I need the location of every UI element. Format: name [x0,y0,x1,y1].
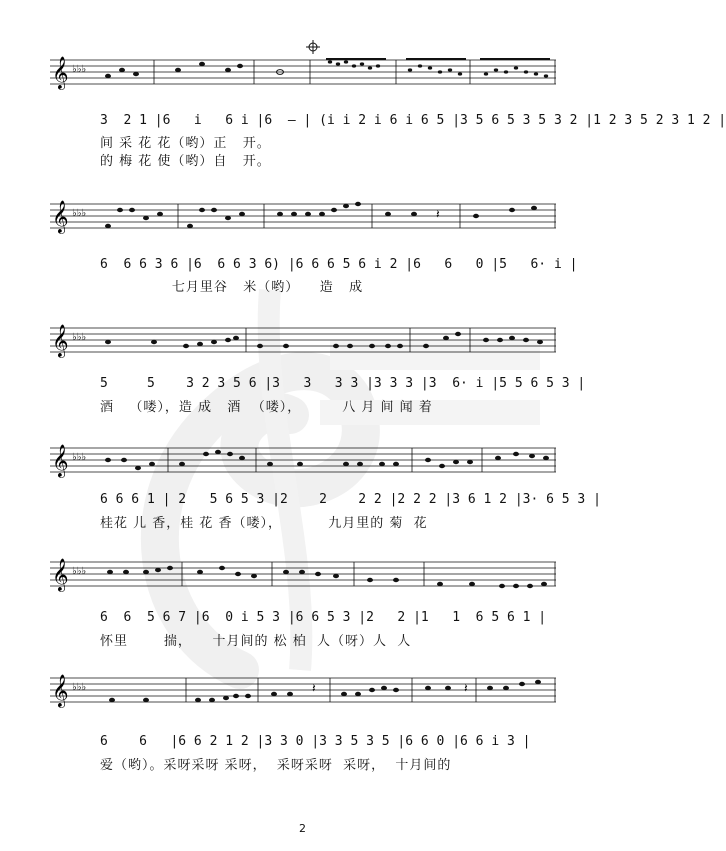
jianpu-line-3: 5 5 3 2 3 5 6 |3 3 3 3 |3 3 3 |3 6· i |5 5 6 5 3 | [100,376,586,391]
staff-6 [50,670,556,710]
svg-text:♭♭♭: ♭♭♭ [72,208,87,219]
page-number: 2 [299,822,306,835]
svg-text:𝄞: 𝄞 [52,324,69,357]
staff-3 [50,320,556,360]
lyric-line-4: 桂花 儿 香，桂 花 香（喽）， 九月里的 菊 花 [100,516,428,531]
svg-text:𝄞: 𝄞 [52,674,69,707]
jianpu-line-6: 6 6 |6 6 2 1 2 |3 3 0 |3 3 5 3 5 |6 6 0 |6 6 i 3 | [100,734,531,749]
staff-4 [50,440,556,480]
svg-text:𝄞: 𝄞 [52,558,69,591]
staff-5 [50,554,556,594]
jianpu-line-2: 6 6 6 3 6 |6 6 6 3 6) |6 6 6 5 6 i 2 |6 6 0 |5 6· i | [100,257,578,272]
jianpu-line-4: 6 6 6 1 | 2 5 6 5 3 |2 2 2 2 |2 2 2 |3 6 1 2 |3· 6 5 3 | [100,492,601,507]
jianpu-line-1: 3 2 1 |6 i 6 i |6 – | (i i 2 i 6 i 6 5 |3 5 6 5 3 5 3 2 |1 2 3 5 2 3 1 2 | [100,113,726,128]
jianpu-line-5: 6 6 5 6 7 |6 0 i 5 3 |6 6 5 3 |2 2 |1 1 6 5 6 1 | [100,610,547,625]
svg-text:𝄞: 𝄞 [52,444,69,477]
svg-text:𝄽: 𝄽 [312,681,316,695]
svg-text:♭♭♭: ♭♭♭ [72,566,87,577]
lyric-line-2: 七月里谷 米（哟） 造 成 [100,280,364,295]
svg-text:𝄞: 𝄞 [52,56,69,89]
svg-text:♭♭♭: ♭♭♭ [72,332,87,343]
staff-1 [50,52,556,92]
svg-text:𝄽: 𝄽 [464,681,468,695]
svg-text:𝄽: 𝄽 [436,207,440,221]
lyric-line-6: 爱（哟）。采呀采呀 采呀， 采呀采呀 采呀， 十月间的 [100,758,452,773]
svg-text:𝄞: 𝄞 [52,200,69,233]
svg-text:♭♭♭: ♭♭♭ [72,64,87,75]
lyric-line-1a: 间 采 花 花（哟）正 开。 [100,136,271,151]
lyric-line-1b: 的 梅 花 使（哟）自 开。 [100,154,271,169]
svg-text:♭♭♭: ♭♭♭ [72,682,87,693]
lyric-line-5: 怀里 揣， 十月间的 松 柏 人（呀）人 人 [100,634,412,649]
svg-text:♭♭♭: ♭♭♭ [72,452,87,463]
lyric-line-3: 酒 （喽），造 成 酒 （喽）， 八 月 间 闻 着 [100,400,433,415]
staff-2 [50,196,556,236]
